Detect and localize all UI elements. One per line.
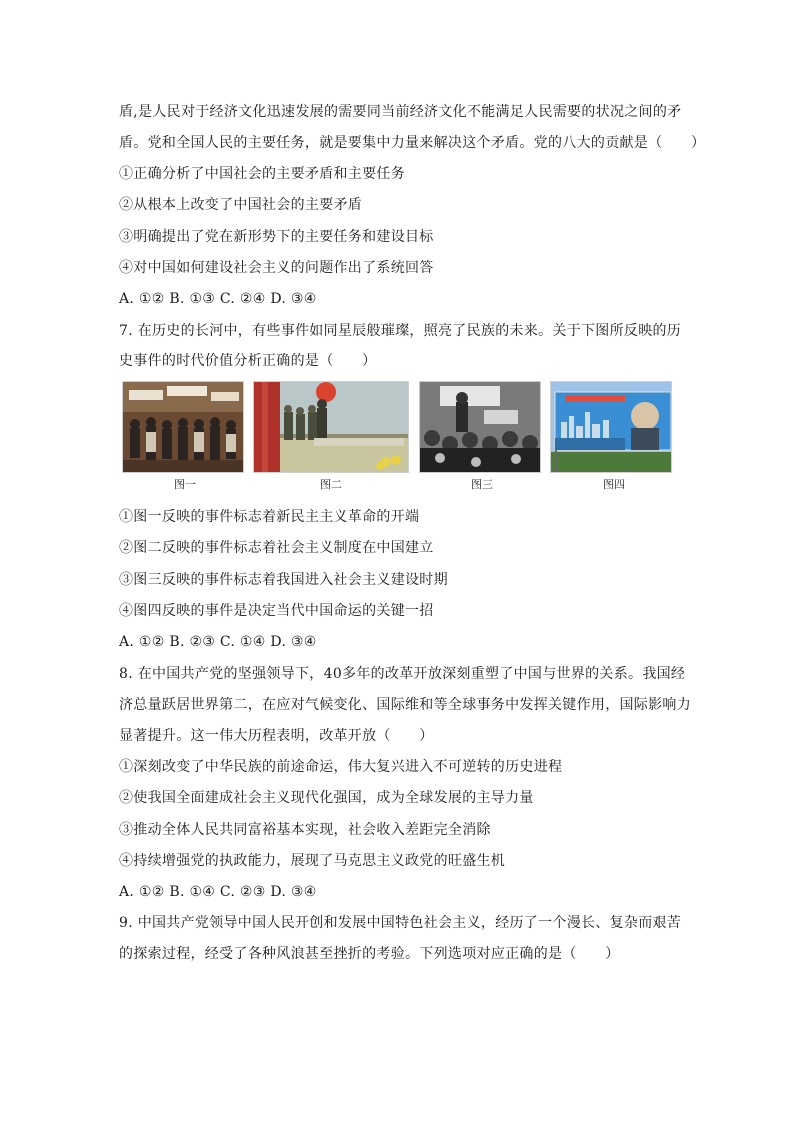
q8-option-2: ②使我国全面建成社会主义现代化强国，成为全球发展的主导力量 [119,790,534,806]
q6-option-1: ①正确分析了中国社会的主要矛盾和主要任务 [119,166,405,182]
q6-stem-line-2: 盾。党和全国人民的主要任务，就是要集中力量来解决这个矛盾。党的八大的贡献是（ ） [119,135,706,151]
q7-option-1: ①图一反映的事件标志着新民主主义革命的开端 [119,509,420,525]
q8-option-4: ④持续增强党的执政能力，展现了马克思主义政党的旺盛生机 [119,853,506,869]
q6-option-4: ④对中国如何建设社会主义的问题作出了系统回答 [119,260,434,276]
q9-stem-line-1: 9. 中国共产党领导中国人民开创和发展中国特色社会主义，经历了一个漫长、复杂而艰苦 [119,915,682,931]
q8-stem-line-1: 8. 在中国共产党的坚强领导下，40多年的改革开放深刻重塑了中国与世界的关系。我国经 [119,666,686,682]
q7-stem-line-2: 史事件的时代价值分析正确的是（ ） [119,353,377,369]
figure-4-image [550,381,672,473]
q7-option-3: ③图三反映的事件标志着我国进入社会主义建设时期 [119,572,448,588]
q8-option-1: ①深刻改变了中华民族的前途命运，伟大复兴进入不可逆转的历史进程 [119,759,563,775]
q8-answer-choices: A. ①② B. ①④ C. ②③ D. ③④ [119,884,317,900]
q6-option-2: ②从根本上改变了中国社会的主要矛盾 [119,197,363,213]
q6-option-3: ③明确提出了党在新形势下的主要任务和建设目标 [119,229,434,245]
q8-stem-line-2: 济总量跃居世界第二，在应对气候变化、国际维和等全球事务中发挥关键作用，国际影响力 [119,697,691,713]
q7-option-2: ②图二反映的事件标志着社会主义制度在中国建立 [119,540,434,556]
q8-stem-line-3: 显著提升。这一伟大历程表明，改革开放（ ） [119,728,434,744]
figure-1-image [122,381,244,473]
figure-2-image [253,381,409,473]
figure-4-caption: 图四 [603,478,625,491]
q9-stem-line-2: 的探索过程，经受了各种风浪甚至挫折的考验。下列选项对应正确的是（ ） [119,946,620,962]
figure-2-caption: 图二 [320,478,342,491]
q6-stem-line-1: 盾,是人民对于经济文化迅速发展的需要同当前经济文化不能满足人民需要的状况之间的矛 [119,104,682,120]
q6-answer-choices: A. ①② B. ①③ C. ②④ D. ③④ [119,291,317,307]
figure-3-image [419,381,541,473]
q7-stem-line-1: 7. 在历史的长河中，有些事件如同星辰般璀璨，照亮了民族的未来。关于下图所反映的历 [119,323,682,339]
q8-option-3: ③推动全体人民共同富裕基本实现，社会收入差距完全消除 [119,822,491,838]
q7-option-4: ④图四反映的事件是决定当代中国命运的关键一招 [119,603,434,619]
figure-3-caption: 图三 [471,478,493,491]
q7-answer-choices: A. ①② B. ②③ C. ①④ D. ③④ [119,634,317,650]
figure-1-caption: 图一 [174,478,196,491]
